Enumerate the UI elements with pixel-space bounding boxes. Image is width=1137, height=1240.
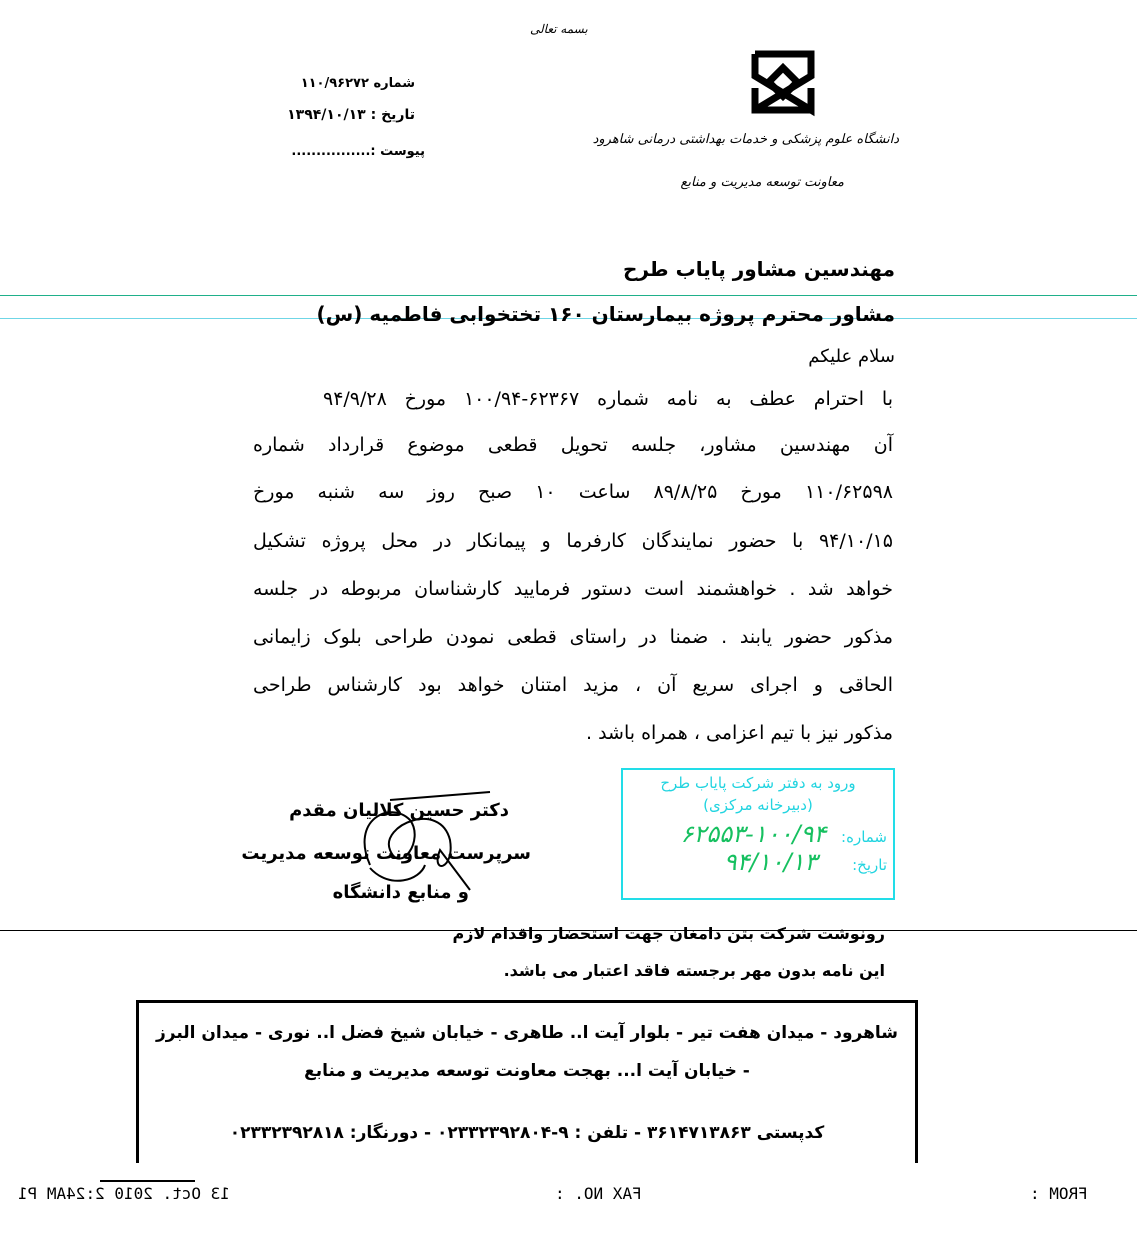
invocation: بسمه تعالی [530, 22, 588, 36]
date-value: ۱۳۹۴/۱۰/۱۳ [287, 107, 366, 123]
body-line: مذکور نیز با تیم اعزامی ، همراه باشد . [585, 722, 893, 744]
received-stamp [621, 768, 895, 900]
body-line: با احترام عطف به نامه شماره ۶۲۳۶۷-۱۰۰/۹۴ مورخ ۹۴/۹/۲۸ [323, 388, 893, 410]
stamp-line1: ورود به دفتر شرکت پایاب طرح [660, 774, 856, 792]
attachment-value: ................ [291, 144, 371, 159]
signatory-title: سرپرست معاونت توسعه مدیریت [241, 843, 531, 864]
fax-number-label: FAX NO. : [555, 1184, 642, 1203]
letter-date [287, 107, 415, 123]
signatory-name: دکتر حسین کلالیان مقدم [289, 800, 509, 821]
body-line: آن مهندسین مشاور، جلسه تحویل قطعی موضوع قرارداد شماره [253, 434, 893, 456]
number-label: شماره [373, 76, 415, 91]
stamp-line2: (دبیرخانه مرکزی) [703, 796, 813, 814]
date-label: تاریخ : [370, 107, 415, 123]
scan-line [100, 1180, 195, 1182]
fax-timestamp: 13 Oct. 2010 2:24AM P1 [18, 1184, 230, 1203]
footer-address1: شاهرود - میدان هفت تیر - بلوار آیت ا.. طاهری - خیابان شیخ فضل ا.. نوری - میدان البرز [155, 1023, 899, 1043]
university-logo-icon [745, 46, 821, 118]
cc-line: رونوشت شرکت بتن دامغان جهت استحضار واقدام لازم [452, 924, 885, 943]
department-name: معاونت توسعه مدیریت و منابع [680, 175, 844, 190]
body-line: الحاقی و اجرای سریع آن ، مزید امتنان خواهد بود کارشناس طراحی [253, 674, 893, 696]
attachment-label: پیوست : [370, 144, 425, 159]
signatory-title-cont: و منابع دانشگاه [332, 882, 469, 903]
scan-line [0, 295, 1137, 296]
footer-address-box [136, 1000, 918, 1163]
number-value: ۱۱۰/۹۶۲۷۲ [300, 76, 369, 91]
stamp-number-label: شماره: [841, 828, 887, 846]
footer-address2: - خیابان آیت ا... بهجت معاونت توسعه مدیریت و منابع [304, 1061, 750, 1081]
letter-number [301, 76, 415, 91]
body-line: مذکور حضور یابند . ضمنا در راستای قطعی نمودن طراحی بلوک زایمانی [253, 626, 893, 648]
addressee-line1: مهندسین مشاور پایاب طرح [622, 257, 895, 281]
validity-note: این نامه بدون مهر برجسته فاقد اعتبار می باشد. [503, 961, 885, 980]
stamp-date-value: ۹۴/۱۰/۱۳ [723, 848, 818, 876]
stamp-date-label: تاریخ: [852, 856, 887, 874]
stamp-number-value: ۱۰۰/۹۴-۶۲۵۵۳ [680, 820, 827, 848]
body-line: ۱۱۰/۶۲۵۹۸ مورخ ۸۹/۸/۲۵ ساعت ۱۰ صبح روز سه شنبه مورخ [253, 481, 893, 503]
footer-contact: کدپستی ۳۶۱۴۷۱۳۸۶۳ - تلفن : ۹-۰۲۳۳۲۳۹۲۸۰۴ - دورنگار: ۰۲۳۳۲۳۹۲۸۱۸ [229, 1123, 825, 1143]
greeting: سلام علیکم [808, 346, 895, 367]
addressee-line2: مشاور محترم پروژه بیمارستان ۱۶۰ تختخوابی فاطمیه (س) [316, 302, 895, 326]
fax-from-label: FROM : [1030, 1184, 1088, 1203]
letter-attachment [291, 144, 425, 159]
body-line: خواهد شد . خواهشمند است دستور فرمایید کارشناسان مربوطه در جلسه [253, 578, 893, 600]
body-line: ۹۴/۱۰/۱۵ با حضور نمایندگان کارفرما و پیمانکار در محل پروژه تشکیل [253, 530, 893, 552]
university-name: دانشگاه علوم پزشکی و خدمات بهداشتی درمانی شاهرود [592, 132, 899, 147]
